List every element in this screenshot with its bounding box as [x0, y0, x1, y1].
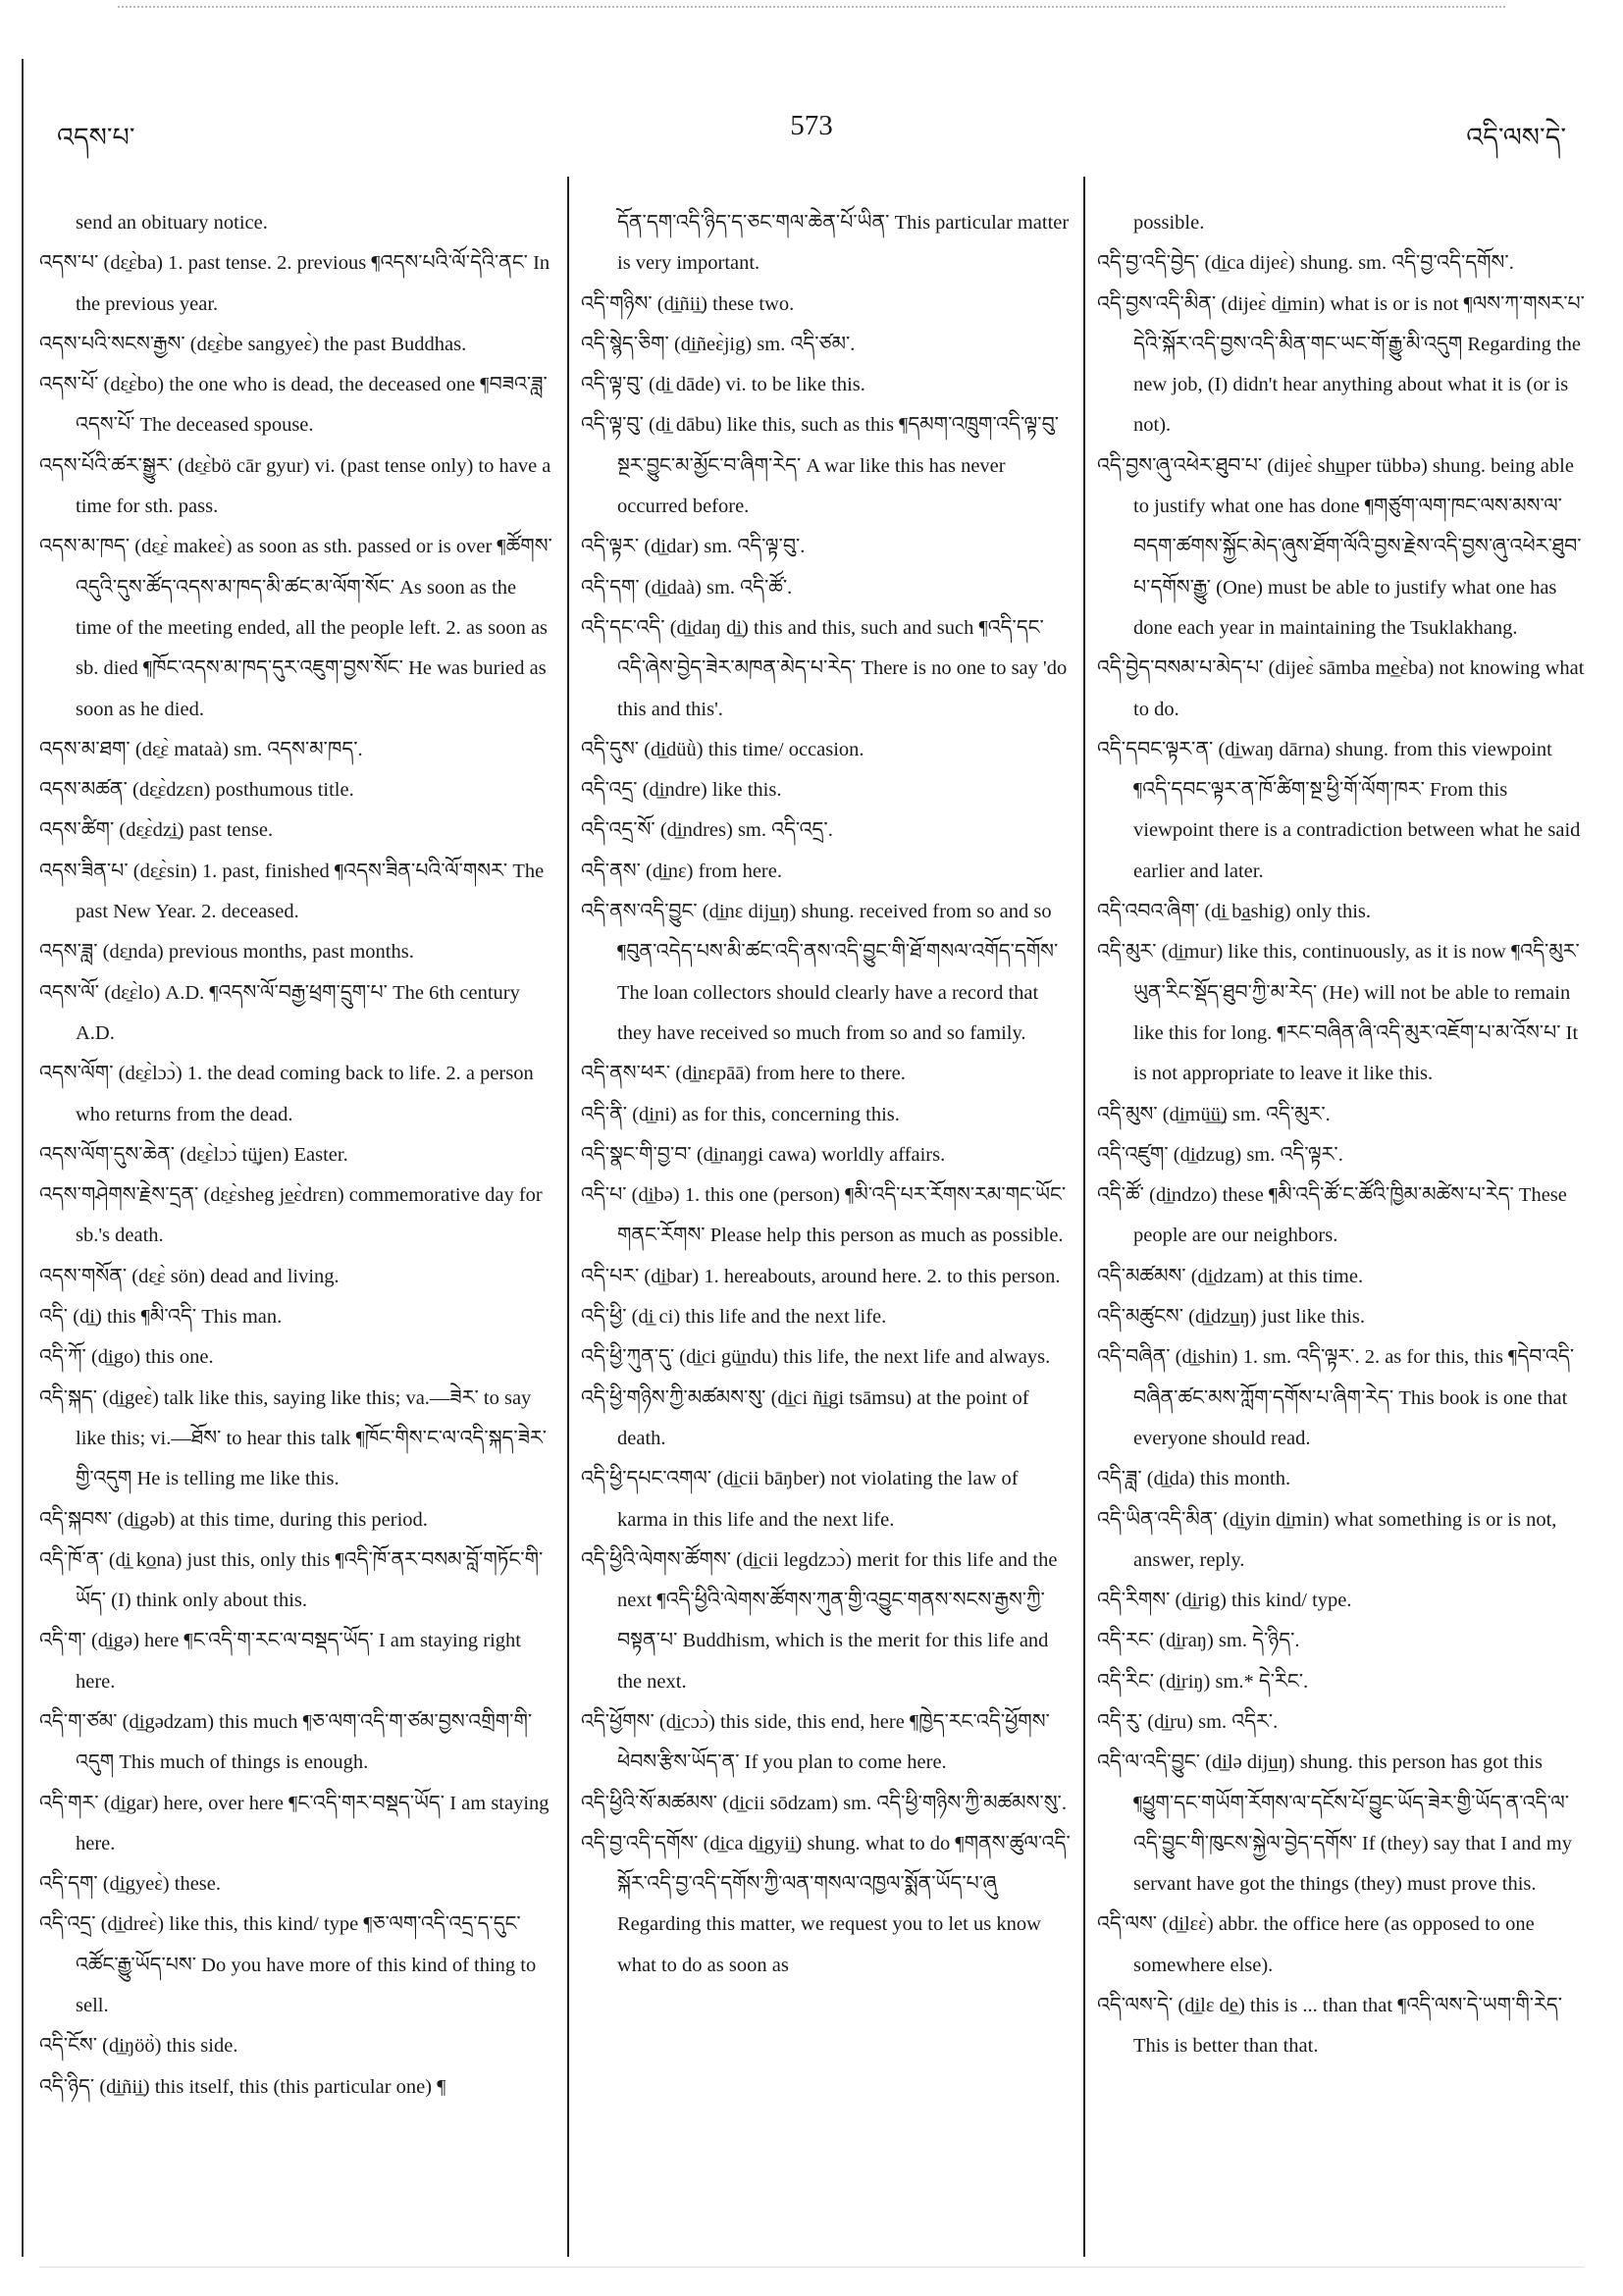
running-head-left: འདས་པ་: [57, 123, 135, 152]
dictionary-entry: འདི་ཕྱི་ཀུན་དུ་ (di̲ci gü̲ndu) this life, the next life and always.: [581, 1346, 1051, 1369]
column-2: [581, 203, 1072, 1986]
dictionary-entry: send an obituary notice.: [76, 212, 268, 234]
dictionary-entry: འདས་མ་ཐག་ (dɛ̱ɛ̀ mataà) sm. འདས་མ་ཁད་.: [39, 738, 363, 760]
dictionary-entry: འདས་གཤེགས་རྗེས་དྲན་ (dɛ̱ɛ̀sheg je̲ɛ̀drɛn) commemorative day for sb.'s death.: [39, 1184, 543, 1247]
dictionary-entry: འདི་ཉིད་ (di̲ñii̲) this itself, this (this particular one) ¶: [39, 2075, 446, 2098]
dictionary-entry: འདི་ཕྱི་ (di̲ ci) this life and the next life.: [581, 1306, 887, 1329]
dictionary-entry: འདི་ཕྱི་གཉིས་ཀྱི་མཚམས་སུ་ (di̲ci ñi̲gi tsāmsu) at the point of death.: [581, 1386, 1029, 1449]
dictionary-entry: འདི་བྱེད་བསམ་པ་མེད་པ་ (dijeɛ̀ sāmba me̲ɛ̀ba) not knowing what to do.: [1097, 657, 1585, 720]
dictionary-entry: འདི་ལས་ (di̲lɛɛ̀) abbr. the office here (as opposed to one somewhere else).: [1097, 1913, 1535, 1976]
dictionary-entry: འདི་ནས་འདི་བྱུང་ (di̲nɛ diju̲ŋ) shung. received from so and so ¶བུན་འདེད་པས་མི་ཚང་འདི་ནས་འདི་བྱུང་གི་ཐོ་གསལ་འགོད་དགོས་ The loan collectors should clearly have a record that they have received so much from so and so family.: [581, 901, 1059, 1044]
dictionary-entry: འདས་པོའི་ཚར་སྒྱུར་ (dɛ̱ɛ̀bö cār gyur) vi. (past tense only) to have a time for sth. pass.: [39, 454, 551, 518]
dictionary-entry: འདས་མ་ཁད་ (dɛ̱ɛ̀ makeɛ̀) as soon as sth. passed or is over ¶ཚོགས་འདུའི་དུས་ཚོད་འདས་མ་ཁད་མི་ཚང་མ་ལོག་སོང་ As soon as the time of the meeting ended, all the people left. 2. as soon as sb. died ¶ཁོང་འདས་མ་ཁད་དུར་འཇུག་བྱས་སོང་ He was buried as soon as he died.: [39, 536, 552, 720]
dictionary-entry: འདི་ལྟ་བུ་ (di̲ dāde) vi. to be like this.: [581, 374, 865, 396]
dictionary-entry: འདི་འདྲ་སོ་ (di̲ndres) sm. འདི་འདྲ་.: [581, 819, 833, 842]
dictionary-entry: འདི་རུ་ (di̲ru) sm. འདིར་.: [1097, 1710, 1279, 1733]
dictionary-entry: འདི་བྱ་འདི་བྱེད་ (di̲ca dijeɛ̀) shung. sm. འདི་བྱ་འདི་དགོས་.: [1097, 252, 1514, 275]
dictionary-entry: འདི་སྐབས་ (di̲gəb) at this time, during this period.: [39, 1508, 428, 1531]
dictionary-entry: འདི་ལ་འདི་བྱུང་ (di̲lə diju̲ŋ) shung. this person has got this ¶ཕྱུག་དང་གཡོག་རོགས་ལ་དངོས་པོ་བྱུང་ཡོད་ཟེར་གྱི་ཡོད་ན་འདི་ལ་འདི་བྱུང་གི་ཁུངས་སྐྱེལ་བྱེད་དགོས་ If (they) say that I and my servant have got the things (they) must prove this.: [1097, 1751, 1572, 1896]
dictionary-entry: འདི་ལྟ་བུ་ (di̲ dābu) like this, such as this ¶དམག་འཁྲུག་འདི་ལྟ་བུ་སྔར་བྱུང་མ་མྱོང་བ་ཞིག་རེད་ A war like this has never occurred before.: [581, 414, 1060, 518]
dictionary-entry: འདི་ཕྱི་དཔང་འགལ་ (di̲cii bāŋber) not violating the law of karma in this life and the next life.: [581, 1468, 1019, 1531]
dictionary-entry: འདི་ག་ཙམ་ (di̲gədzam) this much ¶ཅ་ལག་འདི་ག་ཙམ་བྱས་འགྲིག་གི་འདུག This much of things is enough.: [39, 1710, 533, 1774]
dictionary-entry: འདི་གཉིས་ (di̲ñii̲) these two.: [581, 292, 795, 315]
dictionary-entry: འདི་རིང་ (di̲riŋ) sm.* དེ་རིང་.: [1097, 1670, 1309, 1693]
dictionary-entry: འདི་ཟླ་ (di̲da) this month.: [1097, 1468, 1291, 1490]
dictionary-entry: འདས་ཚིག་ (dɛ̱ɛ̀dzi̲) past tense.: [39, 819, 274, 842]
running-head-right: འདི་ལས་དེ་: [1466, 123, 1566, 152]
dictionary-entry: འདི་རང་ (di̲raŋ) sm. དེ་ཉིད་.: [1097, 1630, 1300, 1652]
column-divider: [567, 177, 569, 2257]
dictionary-entry: འདས་ཟླ་ (dɛ̱nda) previous months, past months.: [39, 941, 414, 964]
dictionary-entry: འདི་ཕྱིའི་སོ་མཚམས་ (di̲cii sōdzam) sm. འདི་ཕྱི་གཉིས་ཀྱི་མཚམས་སུ་.: [581, 1792, 1067, 1814]
dictionary-entry: འདི་དབང་ལྟར་ན་ (di̲waŋ dārna) shung. from this viewpoint ¶འདི་དབང་ལྟར་ན་ཁོ་ཚིག་སྔ་ཕྱི་གོ་ལོག་ཁར་ From this viewpoint there is a contradiction between what he said earlier and later.: [1097, 738, 1581, 882]
dictionary-entry: འདས་ལོག་ (dɛ̱ɛ̀lɔɔ̀) 1. the dead coming back to life. 2. a person who returns from the dead.: [39, 1063, 534, 1125]
dictionary-entry: འདས་པ་ (dɛ̱ɛ̀ba) 1. past tense. 2. previous ¶འདས་པའི་ལོ་དེའི་ནང་ In the previous year.: [39, 252, 550, 315]
left-binding-rule: [22, 59, 24, 2257]
dictionary-entry: འདི་འབའ་ཞིག་ (di̲ ba̲shig) only this.: [1097, 901, 1372, 923]
page-number: 573: [790, 110, 833, 141]
dictionary-entry: འདི་ཚོ་ (di̲ndzo) these ¶མི་འདི་ཚོ་ང་ཚོའི་ཁྱིམ་མཚེས་པ་རེད་ These people are our neighbors.: [1097, 1184, 1567, 1247]
dictionary-entry: འདི་རིགས་ (di̲rig) this kind/ type.: [1097, 1590, 1352, 1612]
dictionary-entry: དོན་དག་འདི་ཉིད་ད་ཅང་གལ་ཆེན་པོ་ཡིན་ This particular matter is very important.: [617, 212, 1070, 275]
column-1: [39, 203, 554, 2108]
top-scan-edge: [118, 6, 1505, 8]
dictionary-entry: འདི་ནས་ (di̲nɛ) from here.: [581, 860, 782, 882]
dictionary-entry: འདི་སྐད་ (di̲geɛ̀) talk like this, saying like this; va.—ཟེར་ to say like this; vi.—ཐོས་ to hear this talk ¶ཁོང་གིས་ང་ལ་འདི་སྐད་ཟེར་གྱི་འདུག He is telling me like this.: [39, 1386, 548, 1490]
dictionary-entry: འདི་ངོས་ (di̲ŋöö̀) this side.: [39, 2035, 238, 2058]
dictionary-entry: འདི་པ་ (di̲bə) 1. this one (person) ¶མི་འདི་པར་རོགས་རམ་གང་ཡོང་གནང་རོགས་ Please help this person as much as possible.: [581, 1184, 1067, 1247]
dictionary-entry: འདས་ཟིན་པ་ (dɛ̱ɛ̀sin) 1. past, finished ¶འདས་ཟིན་པའི་ལོ་གསར་ The past New Year. 2. deceased.: [39, 860, 545, 923]
dictionary-entry: འདི་ནི་ (di̲ni) as for this, concerning this.: [581, 1103, 900, 1125]
dictionary-entry: འདི་སྣང་གི་བྱ་བ་ (di̲naŋgi cawa) worldly affairs.: [581, 1143, 946, 1166]
dictionary-entry: འདི་དག་ (di̲gyeɛ̀) these.: [39, 1873, 221, 1896]
dictionary-entry: འདི་ནས་ཕར་ (di̲nɛpāā) from here to there.: [581, 1063, 906, 1085]
dictionary-entry: འདས་པོ་ (dɛ̱ɛ̀bo) the one who is dead, the deceased one ¶བཟའ་ཟླ་འདས་པོ་ The deceased spouse.: [39, 374, 548, 437]
dictionary-entry: འདི་ལྟར་ (di̲dar) sm. འདི་ལྟ་བུ་.: [581, 536, 806, 558]
dictionary-entry: འདས་ལོ་ (dɛ̱ɛ̀lo) A.D. ¶འདས་ལོ་བརྒྱ་ཕྲག་དྲུག་པ་ The 6th century A.D.: [39, 981, 520, 1044]
dictionary-entry: འདི་ག་ (di̲gə) here ¶ང་འདི་ག་རང་ལ་བསྡད་ཡོད་ I am staying right here.: [39, 1630, 522, 1693]
dictionary-entry: འདི་བྱས་འདི་མིན་ (dijeɛ̀ di̲min) what is or is not ¶ལས་ཀ་གསར་པ་དེའི་སྐོར་འདི་བྱས་འདི་མིན་གང་ཡང་གོ་རྒྱུ་མི་འདུག Regarding the new job, (I) didn't hear anything about what it is (or is not).: [1097, 292, 1585, 437]
dictionary-entry: འདི་མཚམས་ (di̲dzam) at this time.: [1097, 1265, 1364, 1287]
dictionary-entry: འདི་བྱ་འདི་དགོས་ (di̲ca di̲gyii̲) shung. what to do ¶གནས་ཚུལ་འདི་སྐོར་འདི་བྱ་འདི་དགོས་ཀྱི་ལན་གསལ་འཁྱལ་སྨོན་ཡོད་པ་ཞུ Regarding this matter, we request you to let us know what to do as soon as: [581, 1832, 1071, 1976]
dictionary-entry: འདི་པར་ (di̲bar) 1. hereabouts, around here. 2. to this person.: [581, 1265, 1061, 1287]
column-3: [1097, 203, 1588, 2067]
dictionary-entry: འདི་འདྲ་ (di̲ndre) like this.: [581, 779, 782, 802]
dictionary-entry: འདི་གར་ (di̲gar) here, over here ¶ང་འདི་གར་བསྡད་ཡོད་ I am staying here.: [39, 1792, 550, 1854]
dictionary-entry: འདི་དང་འདི་ (di̲daŋ di̲) this and this, such and such ¶འདི་དང་འདི་ཞེས་བྱེད་ཟེར་མཁན་མེད་པ་རེད་ There is no one to say 'do this and this'.: [581, 616, 1068, 720]
dictionary-entry: འདི་ཀོ་ (di̲go) this one.: [39, 1346, 214, 1369]
dictionary-entry: འདས་མཚན་ (dɛ̱ɛ̀dzɛn) posthumous title.: [39, 779, 354, 802]
dictionary-entry: འདི་ (di̲) this ¶མི་འདི་ This man.: [39, 1306, 283, 1329]
dictionary-entry: འདས་ལོག་དུས་ཆེན་ (dɛ̱ɛ̀lɔɔ̀ tü̲jen) Easter.: [39, 1143, 348, 1166]
dictionary-entry: འདི་ཕྱོགས་ (di̲cɔɔ̀) this side, this end, here ¶ཁྱེད་རང་འདི་ཕྱོགས་ཕེབས་རྩིས་ཡོད་ན་ If you plan to come here.: [581, 1710, 1050, 1774]
dictionary-entry: འདས་པའི་སངས་རྒྱས་ (dɛ̱ɛ̀be sangyeɛ̀) the past Buddhas.: [39, 333, 467, 355]
dictionary-entry: འདི་ཕྱིའི་ལེགས་ཚོགས་ (di̲cii legdzɔɔ̀) merit for this life and the next ¶འདི་ཕྱིའི་ལེགས་ཚོགས་ཀུན་གྱི་འབྱུང་གནས་སངས་རྒྱས་ཀྱི་བསྟན་པ་ Buddhism, which is the merit for this life and the next.: [581, 1548, 1058, 1693]
column-divider: [1083, 177, 1085, 2257]
dictionary-entry: འདི་བཞིན་ (di̲shin) 1. sm. འདི་ལྟར་. 2. as for this, this ¶དེབ་འདི་བཞིན་ཚང་མས་ཀློག་དགོས་པ་ཞིག་རེད་ This book is one that everyone should read.: [1097, 1346, 1575, 1449]
bottom-edge: [39, 2267, 1584, 2268]
dictionary-entry: འདི་ཁོ་ན་ (di̲ ko̲na) just this, only this ¶འདི་ཁོ་ནར་བསམ་བློ་གཏོང་གི་ཡོད་ (I) think only about this.: [39, 1548, 544, 1612]
dictionary-entry: འདི་འཛུག་ (di̲dzug) sm. འདི་ལྟར་.: [1097, 1143, 1343, 1166]
dictionary-entry: འདི་མུར་ (di̲mur) like this, continuously, as it is now ¶འདི་མུར་ཡུན་རིང་སྡོད་ཐུབ་ཀྱི་མ་རེད་ (He) will not be able to remain like this for long. ¶རང་བཞིན་ཞི་འདི་མུར་འཇོག་པ་མ་འོས་པ་ It is not appropriate to leave it like this.: [1097, 941, 1580, 1085]
dictionary-entry: འདས་གསོན་ (dɛ̱ɛ̀ sön) dead and living.: [39, 1265, 340, 1287]
dictionary-entry: འདི་སྙེད་ཅིག་ (di̲ñeɛ̀jig) sm. འདི་ཙམ་.: [581, 333, 856, 355]
dictionary-entry: འདི་དུས་ (di̲düǜ) this time/ occasion.: [581, 738, 864, 760]
dictionary-entry: འདི་བྱས་ཞུ་འཕེར་ཐུབ་པ་ (dijeɛ̀ shu̲per tübbə) shung. being able to justify what one has done ¶གཙུག་ལག་ཁང་ལས་མས་ལ་བདག་ཚགས་སྐྱོང་མེད་ཞུས་ཐོག་ལོའི་བྱས་རྗེས་འདི་བྱས་ཞུ་འཕེར་ཐུབ་པ་དགོས་རྒྱུ་ (One) must be able to justify what one has done each year in maintaining the Tsuklakhang.: [1097, 454, 1582, 639]
dictionary-entry: འདི་འདྲ་ (di̲dreɛ̀) like this, this kind/ type ¶ཅ་ལག་འདི་འདྲ་ད་དུང་འཚོང་རྒྱུ་ཡོད་པས་ Do you have more of this kind of thing to sell.: [39, 1913, 537, 2017]
dictionary-entry: possible.: [1133, 212, 1205, 234]
dictionary-entry: འདི་དག་ (di̲daà) sm. འདི་ཚོ་.: [581, 576, 793, 599]
dictionary-entry: འདི་མུས་ (di̲mü̲ü̲) sm. འདི་མུར་.: [1097, 1103, 1331, 1125]
dictionary-entry: འདི་ལས་དེ་ (di̲lɛ de̲) this is ... than that ¶འདི་ལས་དེ་ཡག་གི་རེད་ This is better than that.: [1097, 1995, 1563, 2058]
dictionary-entry: འདི་མཚུངས་ (di̲dzu̲ŋ) just like this.: [1097, 1306, 1365, 1329]
dictionary-entry: འདི་ཡིན་འདི་མིན་ (di̲yin di̲min) what something is or is not, answer, reply.: [1097, 1508, 1557, 1571]
